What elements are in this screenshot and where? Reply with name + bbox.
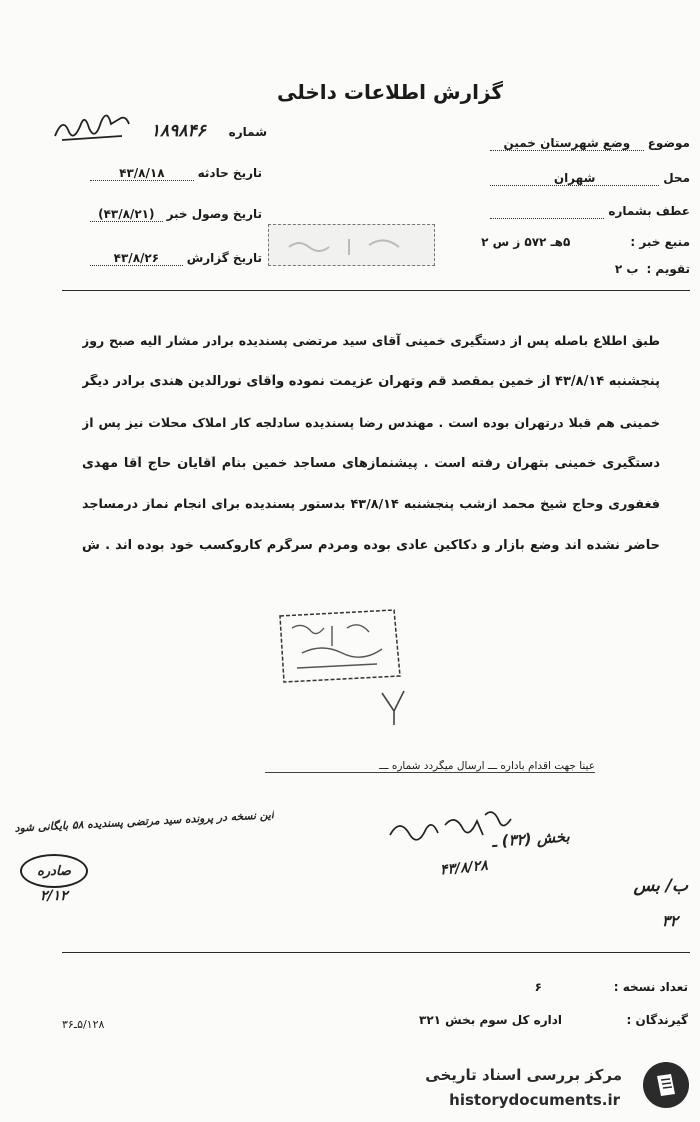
subject-value: وضع شهرستان خمین [490,136,644,151]
calendar-value: ب ۲ [614,262,639,276]
watermark-site: historydocuments.ir [449,1091,620,1109]
incident-date-row [90,166,262,181]
section-note: بخش (۳۲) ـ [491,827,571,851]
number-row [132,121,267,141]
receipt-date-value: (۴۳/۸/۲۱) [90,207,163,222]
report-date-label: تاریخ گزارش [186,251,262,265]
place-row [490,171,690,186]
report-date-row [90,251,262,266]
subject-row [490,136,690,151]
archive-logo [643,1062,689,1108]
redacted-area [268,224,435,266]
receipt-date-label: تاریخ وصول خبر [166,207,262,221]
number-value: ۱۸۹۸۴۶ [150,121,206,141]
issued-number: ۲/۱۲ [40,888,68,904]
watermark-name: مرکز بررسی اسناد تاریخی [425,1066,622,1084]
copies-value: ۶ [534,980,542,994]
handwritten-initials [385,805,520,850]
document-archive-icon [651,1070,681,1100]
receipt-date-row [90,207,262,222]
source-value: ۵هـ ۵۷۲ ز س ۲ [481,235,571,249]
corner-note: ب/ بس [633,876,688,896]
place-label: محل [663,171,690,185]
body-line-5: فغفوری وحاج شیخ محمد ازشب پنجشنبه ۴۳/۸/۱۴ بدستور پسندیده برای انجام نماز درمساجد [82,497,660,512]
body-line-1: طبق اطلاع باصله پس از دستگیری خمینی آقای سید مرتضی پسندیده برادر مشار الیه صبح روز [82,333,660,348]
redaction-scribble [269,225,434,265]
source-label: منبع خبر : [630,235,690,249]
routing-note: عینا جهت اقدام باداره ـــ ارسال میگردد شماره ـــ [265,760,595,773]
report-date-value: ۴۳/۸/۲۶ [90,251,183,266]
document-title: گزارش اطلاعات داخلی [276,80,504,104]
number-label: شماره [228,125,267,139]
header-divider [62,290,690,291]
handwritten-signature [50,108,135,148]
recipients-label: گیرندگان : [626,1013,688,1027]
calendar-row [490,262,690,276]
official-seal-stamp [262,598,427,728]
place-value: شهران [490,171,659,186]
subject-label: موضوع [647,136,690,150]
section-date: ۴۳/۸/۲۸ [439,857,489,879]
calendar-label: تقویم : [646,262,690,276]
incident-date-value: ۴۳/۸/۱۸ [90,166,194,181]
reference-value [490,204,604,219]
issued-stamp: صادره [20,854,88,888]
body-line-3: خمینی هم قبلا درتهران بوده است . مهندس رضا پسندیده سادلجه کار املاک محلات نیز پس از [82,415,660,430]
copies-label: تعداد نسخه : [613,980,688,994]
body-line-6: حاضر نشده اند وضع بازار و دکاکین عادی بوده ومردم سرگرم کاروکسب خود بوده اند . ش [82,538,660,553]
corner-number: ۳۲ [661,912,678,930]
filing-note: این نسخه در پرونده سید مرتضی پسندیده ۵۸ بایگانی شود [14,808,275,835]
source-row [425,235,690,249]
reference-row [490,204,690,219]
body-line-4: دستگیری خمینی بتهران رفته است . پیشنمازهای مساجد خمین بنام آقایان حاج آقا مهدی [82,456,660,471]
reference-label: عطف بشماره [608,204,690,218]
form-code: ۵/۱۲۸ـ۳۶ [62,1018,105,1031]
incident-date-label: تاریخ حادثه [197,166,262,180]
footer-divider [62,952,690,953]
body-line-2: پنجشنبه ۴۳/۸/۱۴ از خمین بمقصد قم وتهران عزیمت نموده وآقای نورالدین هندی برادر دیگر [82,374,660,389]
recipients-value: اداره کل سوم بخش ۳۲۱ [419,1013,562,1027]
